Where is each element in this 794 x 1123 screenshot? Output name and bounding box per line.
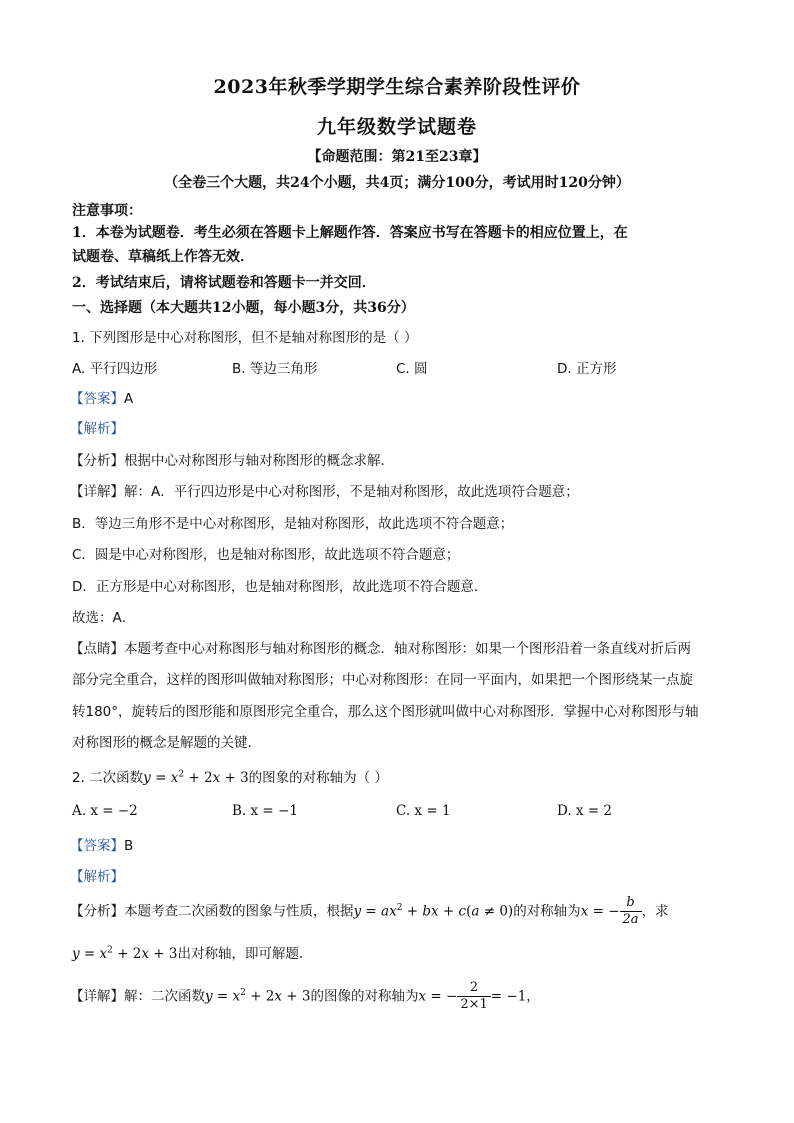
q2-option-b: B. x = −1 <box>232 803 298 819</box>
fraction-2-over-2x1 <box>457 980 490 1013</box>
dianjing-text: 本题考查中心对称图形与轴对称图形的概念．轴对称图形：如果一个图形沿着一条直线对折后两 <box>124 641 691 657</box>
q2-option-a: A. x = −2 <box>72 803 138 819</box>
q1-line-d: D．正方形是中心对称图形，也是轴对称图形，故此选项不符合题意． <box>72 579 488 595</box>
q1-dianjing-l4: 对称图形的概念是解题的关键． <box>72 735 261 751</box>
answer-tag: 【答案】 <box>70 391 124 407</box>
exam-subtitle: 九年级数学试题卷 <box>316 116 477 138</box>
answer-value: B <box>124 838 134 854</box>
notice-1-line-2: 试题卷、草稿纸上作答无效． <box>72 249 254 265</box>
xiangjie-text-b: 的图像的对称轴为 <box>310 988 419 1005</box>
q1-answer <box>70 387 133 407</box>
q2-function: y <box>143 770 151 786</box>
q1-dianjing-l2: 部分完全重合，这样的图形叫做轴对称图形；中心对称图形：在同一平面内，如果把一个图形绕某一点旋 <box>72 672 693 688</box>
fenxi-tag: 【分析】 <box>70 903 124 920</box>
q1-dianjing-l3: 转180°，旋转后的图形能和原图形完全重合，那么这个图形就叫做中心对称图形．掌握中心对称图形与轴 <box>72 704 699 720</box>
exam-title: 2023年秋季学期学生综合素养阶段性评价 <box>213 76 581 98</box>
answer-tag: 【答案】 <box>70 838 124 854</box>
section-1-heading: 一、选择题（本大题共12小题，每小题3分，共36分） <box>72 300 415 316</box>
fenxi-text-d: 出对称轴，即可解题． <box>177 946 313 962</box>
xiangjie-result: = −1， <box>490 988 540 1005</box>
q2-fenxi-line1: 【分析】本题考查二次函数的图象与性质，根据$y = ax^2$ + bx + c(a ≠ 0)的对称轴为x = − $\frac{b}{2a}$ ，求 <box>70 895 669 927</box>
answer-value: A <box>124 391 134 407</box>
q1-option-d: D. 正方形 <box>557 361 617 377</box>
q1-option-c: C. 圆 <box>396 361 428 377</box>
q2-xiangjie: 【详解】解：二次函数$y = x^2 + 2x + 3$的图像的对称轴为x = − $\frac{2}{2\times 1}$ = −1， <box>70 980 540 1012</box>
notice-1-line-1: 1．本卷为试题卷．考生必须在答题卡上解题作答．答案应书写在答题卡的相应位置上，在 <box>72 225 628 241</box>
xiangjie-tag: 【详解】 <box>70 484 124 500</box>
xiangjie-text: 解：A．平行四边形是中心对称图形，不是轴对称图形，故此选项符合题意； <box>124 484 579 500</box>
frac-den: 2a <box>620 911 642 928</box>
frac-num: b <box>626 895 635 910</box>
q2-stem: 2. 二次函数$y = x^2 + 2x + 3$的图象的对称轴为（ ） <box>72 769 388 786</box>
q2-analysis-tag: 【解析】 <box>70 869 124 885</box>
q1-dianjing-l1 <box>70 637 691 657</box>
q1-stem: 1. 下列图形是中心对称图形，但不是轴对称图形的是（ ） <box>72 330 418 346</box>
fenxi-text-b: 的对称轴为 <box>513 903 581 920</box>
fenxi-text-a: 本题考查二次函数的图象与性质，根据 <box>124 903 354 920</box>
q1-line-b: B．等边三角形不是中心对称图形，是轴对称图形，故此选项不符合题意； <box>72 516 514 532</box>
frac-den: 2×1 <box>457 996 490 1013</box>
q2-fenxi-line2: $y = x^2 + 2x + 3$出对称轴，即可解题． <box>72 945 313 962</box>
fenxi-text-c: ，求 <box>641 903 669 920</box>
paper-note: （全卷三个大题，共24个小题，共4页；满分100分，考试用时120分钟） <box>164 175 630 191</box>
xiangjie-tag: 【详解】 <box>70 988 124 1005</box>
q2-stem-prefix: 2. 二次函数 <box>72 770 144 786</box>
frac-num: 2 <box>469 980 479 995</box>
q1-xiangjie <box>70 480 579 500</box>
q1-option-b: B. 等边三角形 <box>232 361 318 377</box>
q1-analysis-tag: 【解析】 <box>70 421 124 437</box>
q2-option-c: C. x = 1 <box>396 803 451 819</box>
q1-option-a: A. 平行四边形 <box>72 361 158 377</box>
exam-scope: 【命题范围：第21至23章】 <box>307 149 487 165</box>
q1-fenxi <box>70 449 394 469</box>
q1-choose: 故选：A． <box>72 610 136 626</box>
fraction-b-over-2a <box>620 895 642 928</box>
xiangjie-text-a: 解：二次函数 <box>124 988 205 1005</box>
q2-option-d: D. x = 2 <box>557 803 613 819</box>
q2-answer <box>70 834 133 854</box>
q1-line-c: C．圆是中心对称图形，也是轴对称图形，故此选项不符合题意； <box>72 547 460 563</box>
fenxi-tag: 【分析】 <box>70 453 124 469</box>
dianjing-tag: 【点睛】 <box>70 641 124 657</box>
notices-heading: 注意事项： <box>72 203 142 219</box>
notice-2: 2．考试结束后，请将试题卷和答题卡一并交回． <box>72 275 376 291</box>
q2-stem-suffix: 的图象的对称轴为（ ） <box>248 770 388 786</box>
fenxi-text: 根据中心对称图形与轴对称图形的概念求解． <box>124 453 394 469</box>
